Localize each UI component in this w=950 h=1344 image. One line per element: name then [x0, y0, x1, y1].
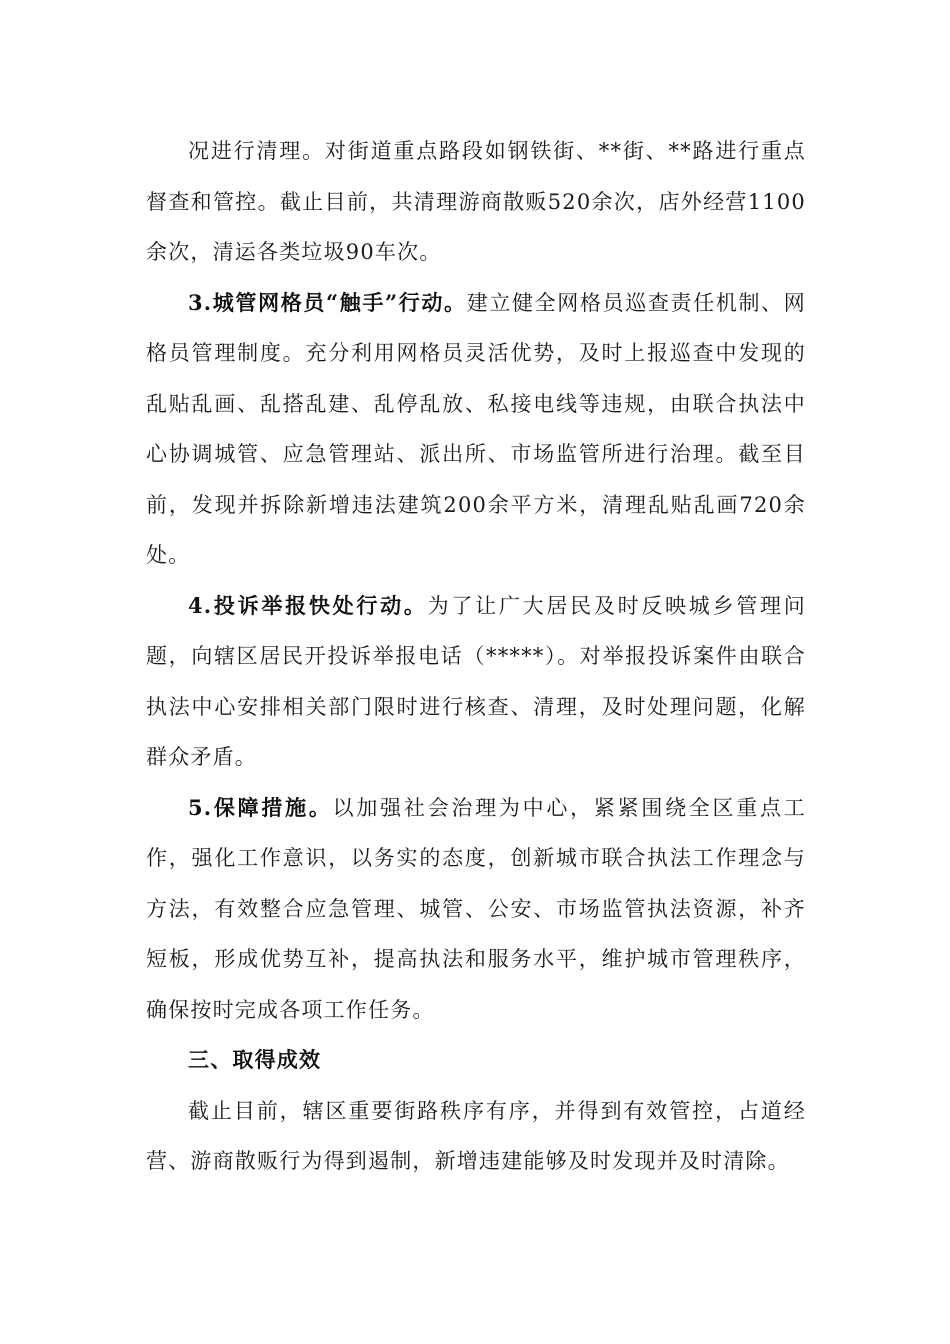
section-heading: 三、取得成效 — [188, 1047, 322, 1072]
paragraph-lead: 5.保障措施。 — [188, 794, 333, 820]
paragraph-text: 为了让广大居民及时反映城乡管理问题，向辖区居民开投诉举报电话（*****）。对举报投诉案件由联合执法中心安排相关部门限时进行核查、清理，及时处理问题，化解群众矛盾。 — [146, 593, 806, 769]
paragraph-text: 以加强社会治理为中心，紧紧围绕全区重点工作，强化工作意识，以务实的态度，创新城市联合执法工作理念与方法，有效整合应急管理、城管、公安、市场监管执法资源，补齐短板，形成优势互补，提高执法和服务水平，维护城市管理秩序，确保按时完成各项工作任务。 — [146, 795, 806, 1022]
paragraph-results: 截止目前，辖区重要街路秩序有序，并得到有效管控，占道经营、游商散贩行为得到遏制，新增违建能够及时发现并及时清除。 — [146, 1098, 806, 1173]
paragraph-text: 建立健全网格员巡查责任机制、网格员管理制度。充分利用网格员灵活优势，及时上报巡查中发现的乱贴乱画、乱搭乱建、乱停乱放、私接电线等违规，由联合执法中心协调城管、应急管理站、派出所、市场监管所进行治理。截至目前，发现并拆除新增违法建筑200余平方米，清理乱贴乱画720余处。 — [146, 290, 806, 567]
paragraph-lead: 3.城管网格员“触手”行动。 — [188, 289, 467, 315]
paragraph-grid-staff-action — [146, 278, 806, 581]
paragraph-cleanup-continued — [146, 126, 806, 278]
paragraph-complaint-action — [146, 581, 806, 783]
paragraph-text: 况进行清理。对街道重点路段如钢铁街、**街、**路进行重点督查和管控。截止目前，共清理游商散贩520余次，店外经营1100余次，清运各类垃圾90车次。 — [146, 139, 806, 264]
paragraph-lead: 4.投诉举报快处行动。 — [188, 592, 428, 618]
document-body — [146, 126, 806, 1187]
paragraph-safeguard-measures — [146, 783, 806, 1036]
